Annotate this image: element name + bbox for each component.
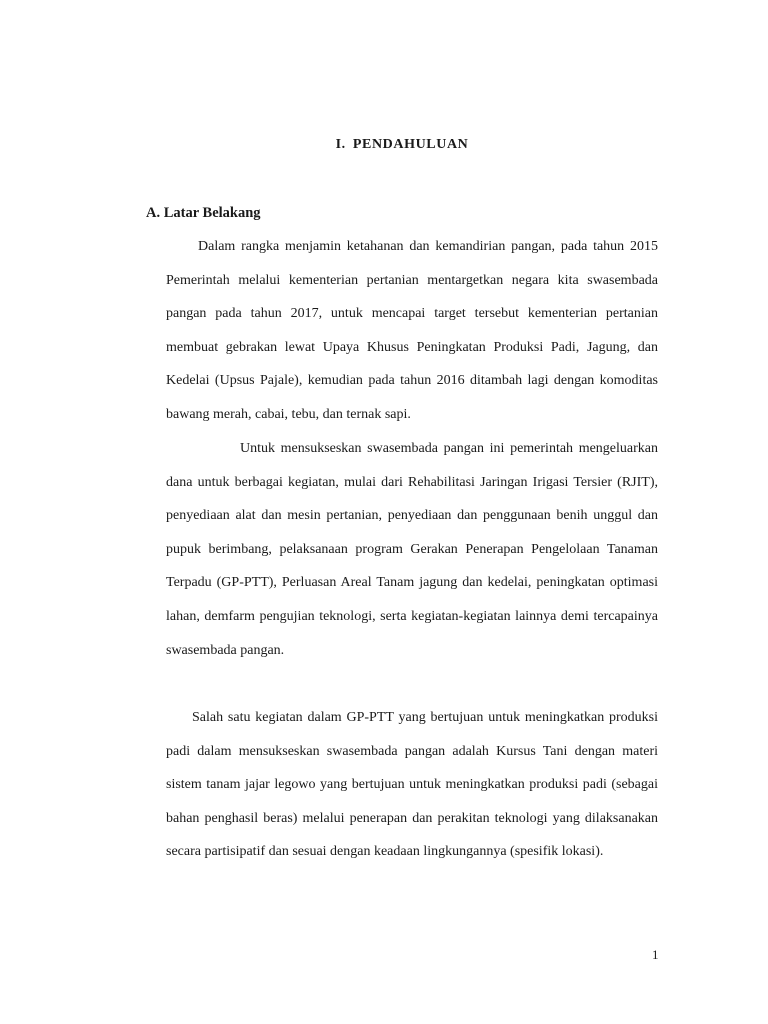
section-heading: A. Latar Belakang xyxy=(146,205,261,221)
chapter-title: I. PENDAHULUAN xyxy=(335,137,469,152)
page-number: 1 xyxy=(652,947,659,962)
body-paragraph-2: Untuk mensukseskan swasembada pangan ini pemerintah mengeluarkan dana untuk berbagai kegiatan, mulai dari Rehabilitasi Jaringan Irigasi Tersier (RJIT), penyediaan alat dan mesin pertanian, penyediaan dan penggunaan benih unggul dan pupuk berimbang, pelaksanaan program Gerakan Penerapan Pengelolaan Tanaman Terpadu (GP-PTT), Perluasan Areal Tanam jagung dan kedelai, peningkatan optimasi lahan, demfarm pengujian teknologi, serta kegiatan-kegiatan lainnya demi tercapainya swasembada pangan. xyxy=(166,441,658,658)
body-paragraph-3: Salah satu kegiatan dalam GP-PTT yang bertujuan untuk meningkatkan produksi padi dalam mensukseskan swasembada pangan adalah Kursus Tani dengan materi sistem tanam jajar legowo yang bertujuan untuk meningkatkan produksi padi (sebagai bahan penghasil beras) melalui penerapan dan perakitan teknologi yang dilaksanakan secara partisipatif dan sesuai dengan keadaan lingkungannya (spesifik lokasi). xyxy=(166,710,658,860)
body-paragraph-1: Dalam rangka menjamin ketahanan dan kemandirian pangan, pada tahun 2015 Pemerintah melalui kementerian pertanian mentargetkan negara kita swasembada pangan pada tahun 2017, untuk mencapai target tersebut kementerian pertanian membuat gebrakan lewat Upaya Khusus Peningkatan Produksi Padi, Jagung, dan Kedelai (Upsus Pajale), kemudian pada tahun 2016 ditambah lagi dengan komoditas bawang merah, cabai, tebu, dan ternak sapi. xyxy=(166,239,658,422)
